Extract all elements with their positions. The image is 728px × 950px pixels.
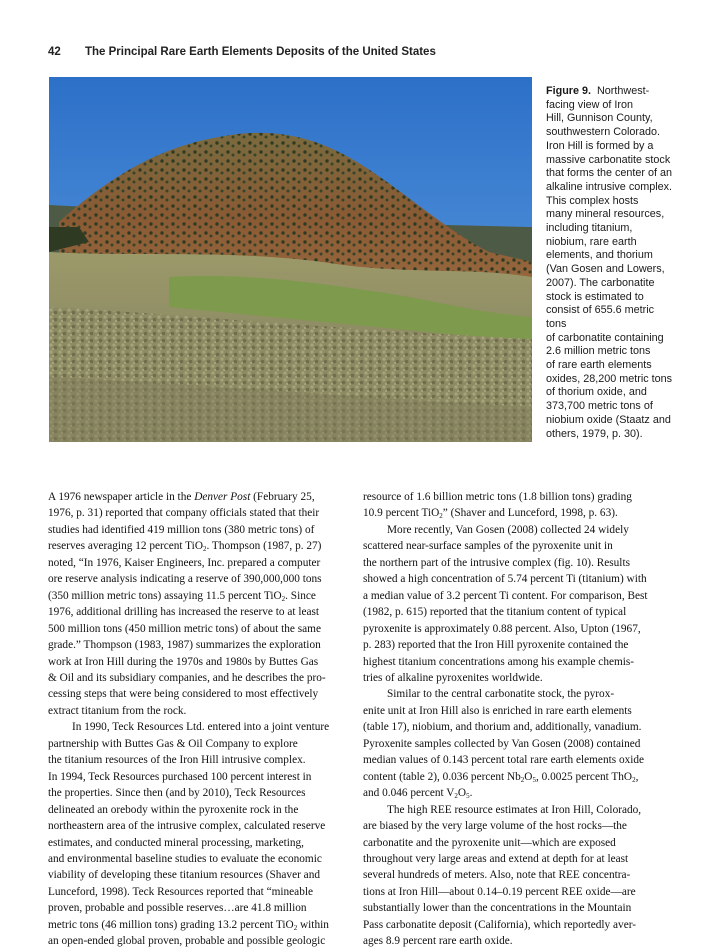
text-run: carbonatite and the pyroxenite unit—which are exposed bbox=[363, 836, 616, 849]
caption-line: many mineral resources, bbox=[546, 208, 665, 221]
text-run: proven, probable and possible reserves…are 41.8 million bbox=[48, 902, 307, 915]
text-run: Similar to the central carbonatite stock, the pyrox- bbox=[387, 688, 615, 701]
body-text-line bbox=[48, 851, 353, 867]
subscript: 5 bbox=[532, 775, 536, 784]
caption-line: stock is estimated to bbox=[546, 290, 644, 303]
body-text-line bbox=[48, 752, 353, 768]
text-run: (1982, p. 615) reported that the titanium content of typical bbox=[363, 606, 627, 619]
text-run: tries of alkaline pyroxenites worldwide. bbox=[363, 671, 543, 684]
body-text-line bbox=[363, 769, 681, 785]
text-run: metric tons (46 million tons) grading 13.2 percent TiO bbox=[48, 918, 294, 931]
body-text-line bbox=[363, 867, 681, 883]
text-run: Pass carbonatite deposit (California), which reportedly aver- bbox=[363, 918, 637, 931]
subscript: 2 bbox=[439, 512, 443, 521]
body-text-line bbox=[48, 686, 353, 702]
subscript: 2 bbox=[520, 775, 525, 784]
text-run: , bbox=[635, 770, 639, 783]
body-text-line bbox=[48, 588, 353, 604]
text-run: the northern part of the intrusive complex (fig. 10). Results bbox=[363, 556, 630, 569]
body-text-line bbox=[363, 719, 681, 735]
text-run: . Thompson (1987, p. 27) bbox=[206, 540, 322, 553]
body-text-line bbox=[363, 637, 681, 653]
body-text-line bbox=[48, 867, 353, 883]
text-run: showed a high concentration of 5.74 percent Ti (titanium) with bbox=[363, 573, 647, 586]
body-text-line bbox=[48, 802, 353, 818]
body-text-line bbox=[48, 670, 353, 686]
body-text-line bbox=[48, 538, 353, 554]
text-run: (table 17), niobium, and thorium and, additionally, vanadium. bbox=[363, 721, 642, 734]
text-run: Pyroxenite samples collected by Van Gosen (2008) contained bbox=[363, 737, 641, 750]
text-run: . bbox=[469, 787, 473, 800]
iron-hill-photo bbox=[49, 77, 532, 442]
body-text-line bbox=[363, 736, 681, 752]
body-text-line bbox=[363, 555, 681, 571]
body-text-line bbox=[363, 604, 681, 620]
body-text-line bbox=[48, 719, 353, 735]
body-text-line bbox=[48, 604, 353, 620]
subscript: 2 bbox=[293, 923, 298, 932]
text-run: several hundreds of meters. Also, note that REE concentra- bbox=[363, 869, 631, 882]
body-text-line bbox=[363, 670, 681, 686]
text-run: highest titanium concentrations among his example chemis- bbox=[363, 655, 635, 668]
text-run: ore reserve analysis indicating a reserve of 390,000,000 tons bbox=[48, 573, 322, 586]
figure-label: Figure 9. bbox=[546, 85, 591, 97]
text-run: tions at Iron Hill—about 0.14–0.19 percent REE oxide—are bbox=[363, 885, 636, 898]
text-run: In 1994, Teck Resources purchased 100 percent interest in bbox=[48, 770, 312, 783]
caption-line: massive carbonatite stock bbox=[546, 153, 671, 166]
italic-text: Denver Post bbox=[194, 491, 251, 503]
body-text-line bbox=[48, 654, 353, 670]
text-run: 1976, p. 31) reported that company officials stated that their bbox=[48, 507, 320, 520]
body-text-line bbox=[48, 522, 353, 538]
body-text-line bbox=[363, 588, 681, 604]
text-run: , 0.0025 percent ThO bbox=[535, 770, 633, 783]
body-text-line bbox=[48, 555, 353, 571]
page-header bbox=[48, 46, 436, 58]
body-text-line bbox=[48, 769, 353, 785]
subscript: 5 bbox=[466, 792, 470, 801]
text-run: estimates, and conducted mineral processing, marketing, bbox=[48, 836, 304, 849]
text-run: resource of 1.6 billion metric tons (1.8 billion tons) grading bbox=[363, 491, 632, 503]
caption-line: southwestern Colorado. bbox=[546, 126, 661, 139]
figure-caption bbox=[546, 85, 676, 441]
text-run: p. 283) reported that the Iron Hill pyroxenite contained the bbox=[363, 639, 629, 652]
text-run: cessing steps that were being considered to most effectively bbox=[48, 688, 319, 701]
caption-line: of thorium oxide, and bbox=[546, 386, 647, 399]
text-run: In 1990, Teck Resources Ltd. entered into a joint venture bbox=[72, 721, 330, 734]
caption-line: niobium, rare earth bbox=[546, 235, 637, 248]
text-run: median values of 0.143 percent total rare earth elements oxide bbox=[363, 754, 645, 767]
page-number: 42 bbox=[48, 46, 61, 58]
body-text-line bbox=[48, 933, 353, 949]
text-run: throughout very large areas and extend at depth for at least bbox=[363, 852, 629, 865]
text-run: reserves averaging 12 percent TiO bbox=[48, 540, 203, 553]
text-run: pyroxenite is approximately 0.88 percent. Also, Upton (1967, bbox=[363, 622, 641, 635]
text-run: & Oil and its subsidiary companies, and he describes the pro- bbox=[48, 671, 326, 684]
text-run: within bbox=[297, 918, 329, 931]
text-run: are biased by the very large volume of the host rocks—the bbox=[363, 820, 627, 833]
caption-line: oxides, 28,200 metric tons bbox=[546, 372, 673, 385]
text-run: extract titanium from the rock. bbox=[48, 704, 187, 717]
text-run: studies had identified 419 million tons (380 metric tons) of bbox=[48, 523, 315, 536]
text-run: O bbox=[457, 787, 467, 800]
body-text-line bbox=[363, 884, 681, 900]
body-text-line bbox=[48, 835, 353, 851]
body-column-left bbox=[48, 489, 353, 950]
body-text-line bbox=[363, 621, 681, 637]
body-text-line bbox=[48, 917, 353, 933]
body-text-line bbox=[363, 851, 681, 867]
caption-line: Northwest- bbox=[597, 85, 650, 97]
body-text-line bbox=[48, 489, 353, 505]
text-run: an open-ended global proven, probable and possible geologic bbox=[48, 935, 326, 948]
text-run: grade.” Thompson (1983, 1987) summarizes the exploration bbox=[48, 639, 321, 652]
text-run: northeastern area of the intrusive complex, calculated reserve bbox=[48, 820, 326, 833]
caption-line: 2007). The carbonatite bbox=[546, 276, 655, 289]
caption-line: facing view of Iron bbox=[546, 98, 634, 111]
body-text-line bbox=[48, 900, 353, 916]
text-run: partnership with Buttes Gas & Oil Company to explore bbox=[48, 737, 298, 750]
landscape-image bbox=[49, 77, 532, 442]
caption-line: including titanium, bbox=[546, 222, 633, 235]
text-run: viability of developing these titanium resources (Shaver and bbox=[48, 869, 320, 882]
body-text-line bbox=[48, 785, 353, 801]
text-run: the titanium resources of the Iron Hill intrusive complex. bbox=[48, 754, 306, 767]
text-run: (350 million metric tons) assaying 11.5 percent TiO bbox=[48, 589, 282, 602]
body-text-line bbox=[48, 818, 353, 834]
text-run: . Since bbox=[285, 589, 316, 602]
body-text-line bbox=[363, 522, 681, 538]
caption-line: 2.6 million metric tons bbox=[546, 345, 651, 358]
caption-line: of rare earth elements bbox=[546, 359, 652, 372]
body-text-line bbox=[363, 785, 681, 801]
text-run: The high REE resource estimates at Iron Hill, Colorado, bbox=[387, 803, 642, 816]
text-run: work at Iron Hill during the 1970s and 1980s by Buttes Gas bbox=[48, 655, 319, 668]
caption-line: others, 1979, p. 30). bbox=[546, 427, 643, 440]
body-text-line bbox=[363, 571, 681, 587]
subscript: 2 bbox=[281, 594, 286, 603]
caption-line: Hill, Gunnison County, bbox=[546, 112, 653, 125]
subscript: 2 bbox=[454, 792, 458, 801]
body-text-line bbox=[363, 917, 681, 933]
caption-line: of carbonatite containing bbox=[546, 331, 664, 344]
text-run: A 1976 newspaper article in the bbox=[48, 491, 195, 503]
caption-line: This complex hosts bbox=[546, 194, 639, 207]
running-title: The Principal Rare Earth Elements Deposits of the United States bbox=[85, 46, 436, 58]
caption-line: Iron Hill is formed by a bbox=[546, 139, 654, 152]
text-run: 500 million tons (450 million metric tons) of about the same bbox=[48, 622, 321, 635]
body-text-line bbox=[363, 752, 681, 768]
body-text-line bbox=[48, 621, 353, 637]
body-text-line bbox=[48, 884, 353, 900]
text-run: substantially lower than the concentrations in the Mountain bbox=[363, 902, 632, 915]
caption-line: alkaline intrusive complex. bbox=[546, 180, 673, 193]
body-text-line bbox=[363, 538, 681, 554]
body-text-line bbox=[363, 654, 681, 670]
text-run: enite unit at Iron Hill also is enriched in rare earth elements bbox=[363, 704, 632, 717]
body-text-line bbox=[363, 703, 681, 719]
text-run: 10.9 percent TiO bbox=[363, 507, 440, 520]
text-run: scattered near-surface samples of the pyroxenite unit in bbox=[363, 540, 613, 553]
caption-line: 373,700 metric tons of bbox=[546, 400, 653, 413]
text-run: a median value of 3.2 percent Ti content. For comparison, Best bbox=[363, 589, 648, 602]
text-run: 1976, additional drilling has increased the reserve to at least bbox=[48, 606, 320, 619]
body-text-line bbox=[363, 802, 681, 818]
text-run: delineated an orebody within the pyroxenite rock in the bbox=[48, 803, 299, 816]
text-run: Lunceford, 1998). Teck Resources reported that “mineable bbox=[48, 885, 314, 898]
text-run: the properties. Since then (and by 2010), Teck Resources bbox=[48, 787, 306, 800]
body-text-line bbox=[363, 835, 681, 851]
body-text-line bbox=[363, 900, 681, 916]
caption-line: that forms the center of an bbox=[546, 167, 673, 180]
caption-line: consist of 655.6 metric tons bbox=[546, 304, 655, 330]
text-run: and environmental baseline studies to evaluate the economic bbox=[48, 852, 322, 865]
body-text-line bbox=[48, 637, 353, 653]
text-run: More recently, Van Gosen (2008) collected 24 widely bbox=[387, 523, 629, 536]
body-text-line bbox=[48, 571, 353, 587]
body-text-line bbox=[363, 505, 681, 521]
text-run: and 0.046 percent V bbox=[363, 787, 455, 800]
body-column-right bbox=[363, 489, 681, 950]
body-text-line bbox=[363, 933, 681, 949]
body-text-line bbox=[48, 505, 353, 521]
text-run: ” (Shaver and Lunceford, 1998, p. 63). bbox=[442, 507, 618, 520]
caption-line: (Van Gosen and Lowers, bbox=[546, 263, 665, 276]
body-text-line bbox=[363, 489, 681, 505]
text-run: noted, “In 1976, Kaiser Engineers, Inc. prepared a computer bbox=[48, 556, 321, 569]
text-run: content (table 2), 0.036 percent Nb bbox=[363, 770, 521, 783]
text-run: O bbox=[524, 770, 533, 783]
caption-line: elements, and thorium bbox=[546, 249, 653, 262]
text-run: ages 8.9 percent rare earth oxide. bbox=[363, 935, 513, 948]
body-text-line bbox=[48, 703, 353, 719]
caption-line: niobium oxide (Staatz and bbox=[546, 413, 671, 426]
text-run: (February 25, bbox=[250, 491, 315, 503]
body-text-line bbox=[48, 736, 353, 752]
body-text-line bbox=[363, 818, 681, 834]
body-text-line bbox=[363, 686, 681, 702]
subscript: 2 bbox=[202, 545, 207, 554]
subscript: 2 bbox=[632, 775, 636, 784]
